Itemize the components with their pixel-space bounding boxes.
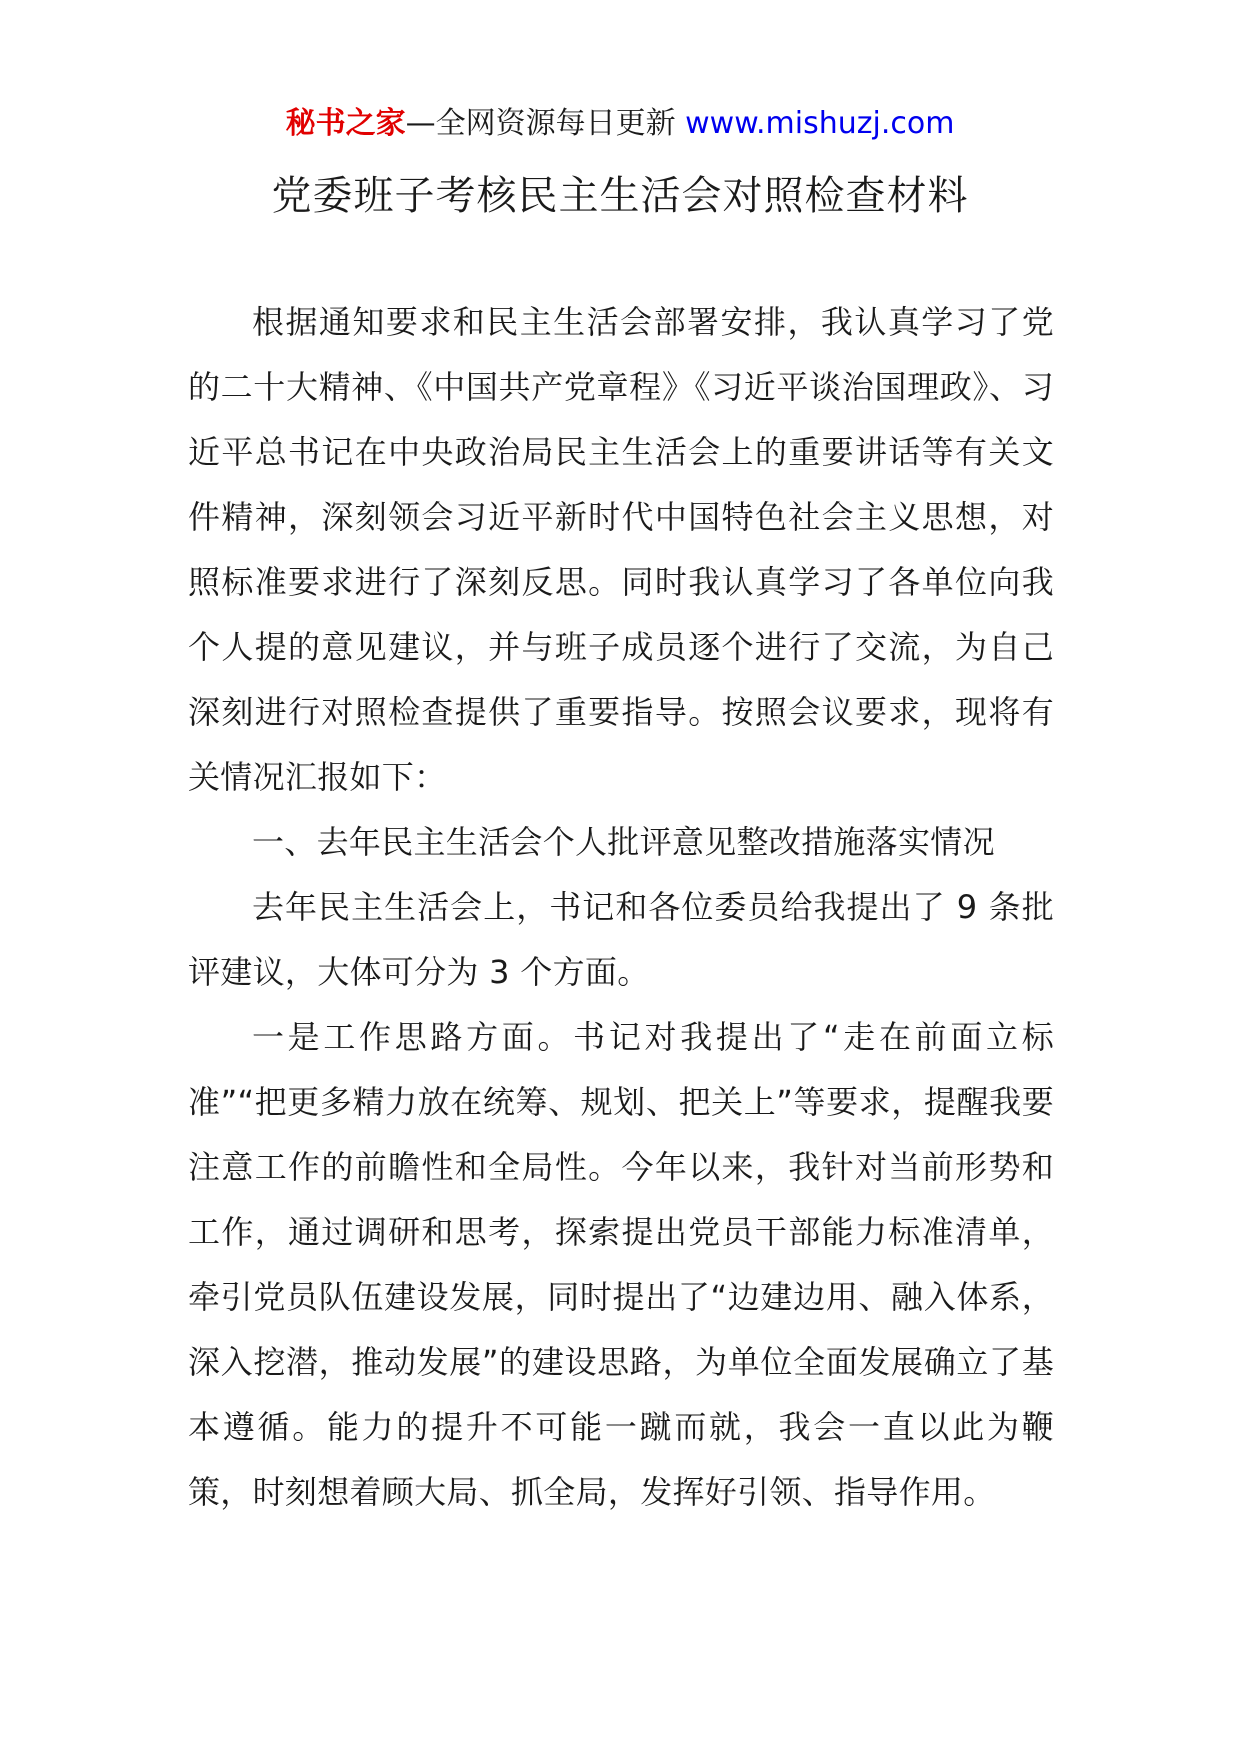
site-header xyxy=(0,100,1240,148)
site-url-link[interactable]: www.mishuzj.com xyxy=(685,106,955,141)
header-tagline: —全网资源每日更新 xyxy=(405,106,686,141)
paragraph-intro: 根据通知要求和民主生活会部署安排，我认真学习了党的二十大精神、《中国共产党章程》《习近平谈治国理政》、习近平总书记在中央政治局民主生活会上的重要讲话等有关文件精神，深刻领会习近平新时代中国特色社会主义思想，对照标准要求进行了深刻反思。同时我认真学习了各单位向我个人提的意见建议，并与班子成员逐个进行了交流，为自己深刻进行对照检查提供了重要指导。按照会议要求，现将有关情况汇报如下： xyxy=(188,303,1054,796)
document-title: 党委班子考核民主生活会对照检查材料 xyxy=(271,173,969,219)
document-body xyxy=(188,290,1054,1525)
section-heading-1: 一、去年民主生活会个人批评意见整改措施落实情况 xyxy=(252,823,995,861)
brand-name: 秘书之家 xyxy=(285,106,406,141)
paragraph-summary: 去年民主生活会上，书记和各位委员给我提出了 9 条批评建议，大体可分为 3 个方面。 xyxy=(188,888,1054,991)
paragraph-work-approach: 一是工作思路方面。书记对我提出了“走在前面立标准”“把更多精力放在统筹、规划、把关上”等要求，提醒我要注意工作的前瞻性和全局性。今年以来，我针对当前形势和工作，通过调研和思考，探索提出党员干部能力标准清单，牵引党员队伍建设发展，同时提出了“边建边用、融入体系，深入挖潜，推动发展”的建设思路，为单位全面发展确立了基本遵循。能力的提升不可能一蹴而就，我会一直以此为鞭策，时刻想着顾大局、抓全局，发挥好引领、指导作用。 xyxy=(188,1018,1054,1511)
